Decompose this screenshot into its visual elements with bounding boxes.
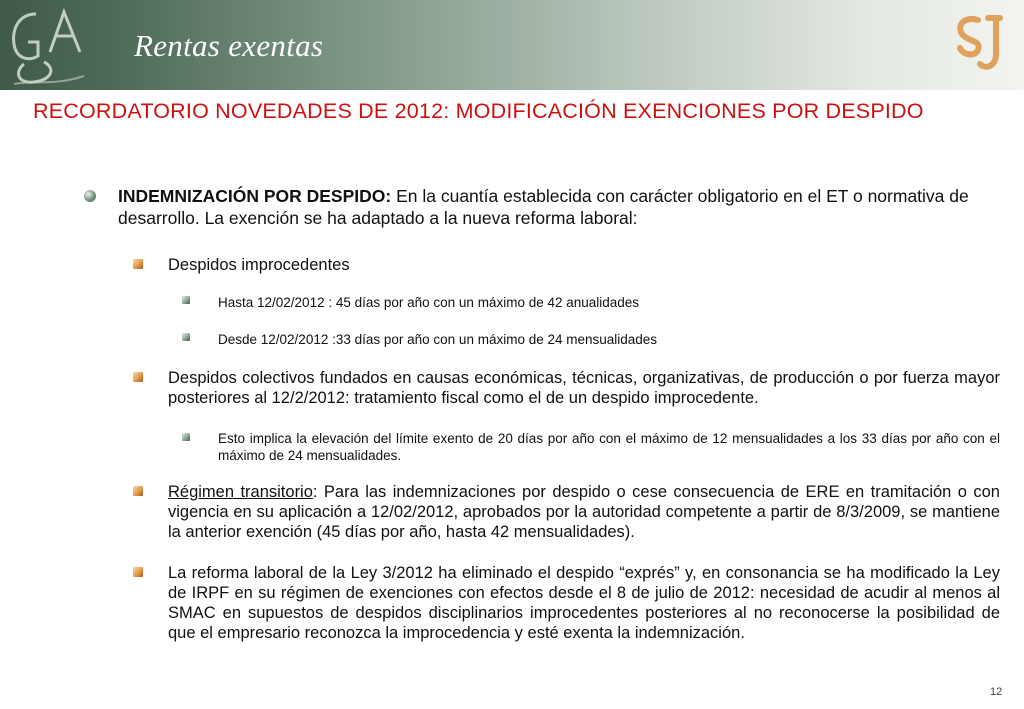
sj-logo-icon xyxy=(948,10,1014,76)
square-bullet-icon xyxy=(182,333,190,341)
square-bullet-icon xyxy=(133,567,143,577)
header-banner xyxy=(0,0,1024,90)
sub-item-desde: Desde 12/02/2012 :33 días por año con un máximo de 24 mensualidades xyxy=(218,332,658,347)
item-despidos-colectivos: Despidos colectivos fundados en causas económicas, técnicas, organizativas, de producción o por fuerza mayor posteriores al 12/2/2012: tratamiento fiscal como el de un despido improcedente. xyxy=(168,369,1000,407)
square-bullet-icon xyxy=(182,296,190,304)
section-heading: RECORDATORIO NOVEDADES DE 2012: MODIFICACIÓN EXENCIONES POR DESPIDO xyxy=(33,99,924,123)
square-bullet-icon xyxy=(133,259,143,269)
regimen-text: : Para las indemnizaciones por despido o cese consecuencia de ERE en tramitación o con vigencia en su aplicación a 12/02/2012, aprobados por la autoridad competente a partir de 8/3/2009, se mantiene la anterior exención (45 días por año, hasta 42 mensualidades). xyxy=(168,483,1000,541)
square-bullet-icon xyxy=(182,433,190,441)
square-bullet-icon xyxy=(133,486,143,496)
regimen-label: Régimen transitorio xyxy=(168,483,313,501)
ga-logo-icon xyxy=(4,2,94,88)
page-number: 12 xyxy=(990,686,1003,698)
bullet-indemnizacion xyxy=(118,185,1000,229)
bullet-lead: INDEMNIZACIÓN POR DESPIDO: xyxy=(118,186,392,206)
sub-item-hasta: Hasta 12/02/2012 : 45 días por año con un máximo de 42 anualidades xyxy=(218,295,640,310)
item-despidos-improcedentes: Despidos improcedentes xyxy=(168,256,350,274)
page-title: Rentas exentas xyxy=(134,28,324,63)
sub-item-esto: Esto implica la elevación del límite exento de 20 días por año con el máximo de 12 mensualidades a los 33 días por año con el máximo de 24 mensualidades. xyxy=(218,431,1000,463)
item-regimen-transitorio xyxy=(168,482,1000,542)
round-bullet-icon xyxy=(84,190,96,202)
item-reforma-laboral: La reforma laboral de la Ley 3/2012 ha eliminado el despido “exprés” y, en consonancia se ha modificado la Ley de IRPF en su régimen de exenciones con efectos desde el 8 de julio de 2012: necesidad de acudir al menos al SMAC en supuestos de despidos disciplinarios improcedentes posteriores al no reconocerse la posibilidad de que el empresario reconozca la improcedencia y esté exenta la indemnización. xyxy=(168,564,1000,642)
square-bullet-icon xyxy=(133,372,143,382)
bullet-text: En la cuantía establecida con carácter obligatorio en el ET o normativa de desarrollo. La exención se ha adaptado a la nueva reforma laboral: xyxy=(118,186,969,228)
